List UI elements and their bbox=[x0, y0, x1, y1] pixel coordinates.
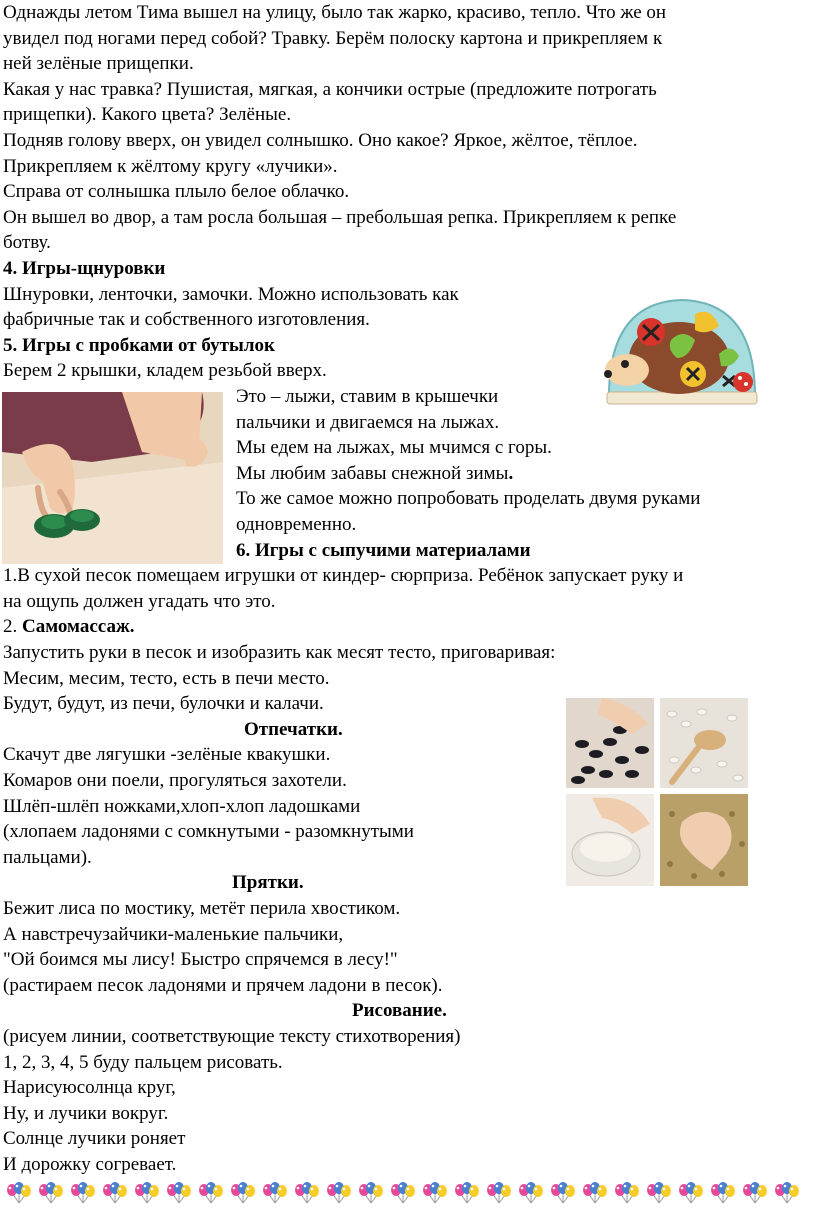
text-line: Справа от солнышка плыло белое облачко. bbox=[3, 181, 350, 202]
balloon-border-icon bbox=[260, 1181, 290, 1209]
balloon-border-icon bbox=[644, 1181, 674, 1209]
text-line bbox=[3, 614, 135, 640]
text-line: Какая у нас травка? Пушистая, мягкая, а кончики острые (предложите потрогать bbox=[3, 79, 657, 100]
text-line: Прикрепляем к жёлтому кругу «лучики». bbox=[3, 156, 338, 177]
section-title: Отпечатки. bbox=[244, 719, 343, 740]
section-heading: 5. Игры с пробками от бутылок bbox=[3, 335, 275, 356]
balloon-border-icon bbox=[484, 1181, 514, 1209]
text-line: Ну, и лучики вокруг. bbox=[3, 1103, 169, 1124]
text-span: . bbox=[508, 463, 514, 484]
text-line: Шлёп-шлёп ножками,хлоп-хлоп ладошками bbox=[3, 796, 361, 817]
text-line: Шнуровки, ленточки, замочки. Можно использовать как bbox=[3, 284, 459, 305]
text-line: на ощупь должен угадать что это. bbox=[3, 591, 276, 612]
balloon-border-icon bbox=[548, 1181, 578, 1209]
text-line: пальцами). bbox=[3, 847, 92, 868]
section-heading: 6. Игры с сыпучими материалами bbox=[236, 540, 531, 561]
balloon-border-icon bbox=[612, 1181, 642, 1209]
balloon-border-icon bbox=[708, 1181, 738, 1209]
balloon-border bbox=[0, 1181, 816, 1209]
text-line: Месим, месим, тесто, есть в печи место. bbox=[3, 668, 330, 689]
text-line: (растираем песок ладонями и прячем ладони в песок). bbox=[3, 975, 443, 996]
text-line: 1, 2, 3, 4, 5 буду пальцем рисовать. bbox=[3, 1052, 283, 1073]
text-line: ней зелёные прищепки. bbox=[3, 53, 194, 74]
text-line: Скачут две лягушки -зелёные квакушки. bbox=[3, 744, 331, 765]
text-line: Бежит лиса по мостику, метёт перила хвостиком. bbox=[3, 898, 401, 919]
text-line: увидел под ногами перед собой? Травку. Берём полоску картона и прикрепляем к bbox=[3, 28, 663, 49]
balloon-border-icon bbox=[228, 1181, 258, 1209]
balloon-border-icon bbox=[420, 1181, 450, 1209]
text-span: 2. bbox=[3, 616, 22, 637]
text-span: Мы любим забавы снежной зимы bbox=[236, 463, 509, 484]
balloon-border-icon bbox=[68, 1181, 98, 1209]
hedgehog-toy-photo bbox=[603, 292, 761, 408]
balloon-border-icon bbox=[516, 1181, 546, 1209]
text-line: "Ой боимся мы лису! Быстро спрячемся в лесу!" bbox=[3, 949, 398, 970]
text-line: Комаров они поели, прогуляться захотели. bbox=[3, 770, 347, 791]
text-line: То же самое можно попробовать проделать двумя руками bbox=[236, 488, 701, 509]
text-line: Подняв голову вверх, он увидел солнышко. Оно какое? Яркое, жёлтое, тёплое. bbox=[3, 130, 638, 151]
section-heading: 4. Игры-щнуровки bbox=[3, 258, 166, 279]
balloon-border-icon bbox=[388, 1181, 418, 1209]
text-line: Он вышел во двор, а там росла большая – пребольшая репка. Прикрепляем к репке bbox=[3, 207, 677, 228]
text-line: Запустить руки в песок и изобразить как месят тесто, приговаривая: bbox=[3, 642, 556, 663]
section-title: Прятки. bbox=[232, 872, 304, 893]
text-line: ботву. bbox=[3, 232, 51, 253]
balloon-border-icon bbox=[740, 1181, 770, 1209]
text-line: (хлопаем ладонями с сомкнутыми - разомкнутыми bbox=[3, 821, 414, 842]
balloon-border-icon bbox=[196, 1181, 226, 1209]
sensory-materials-photo bbox=[562, 694, 752, 890]
text-line: пальчики и двигаемся на лыжах. bbox=[236, 412, 500, 433]
balloon-border-icon bbox=[324, 1181, 354, 1209]
balloon-border-icon bbox=[36, 1181, 66, 1209]
balloon-border-icon bbox=[292, 1181, 322, 1209]
text-line: Однажды летом Тима вышел на улицу, было так жарко, красиво, тепло. Что же он bbox=[3, 2, 667, 23]
balloon-border-icon bbox=[452, 1181, 482, 1209]
balloon-border-icon bbox=[356, 1181, 386, 1209]
text-line: Будут, будут, из печи, булочки и калачи. bbox=[3, 693, 324, 714]
text-line: Мы едем на лыжах, мы мчимся с горы. bbox=[236, 437, 552, 458]
text-line: А навстречузайчики-маленькие пальчики, bbox=[3, 924, 344, 945]
balloon-border-icon bbox=[772, 1181, 802, 1209]
text-line: прищепки). Какого цвета? Зелёные. bbox=[3, 104, 292, 125]
text-line bbox=[236, 461, 513, 487]
text-line: 1.В сухой песок помещаем игрушки от киндер- сюрприза. Ребёнок запускает руку и bbox=[3, 565, 684, 586]
subheading: Самомассаж. bbox=[22, 616, 135, 637]
text-line: (рисуем линии, соответствующие тексту стихотворения) bbox=[3, 1026, 461, 1047]
balloon-border-icon bbox=[4, 1181, 34, 1209]
text-line: Это – лыжи, ставим в крышечки bbox=[236, 386, 499, 407]
section-title: Рисование. bbox=[352, 1000, 447, 1021]
text-line: Берем 2 крышки, кладем резьбой вверх. bbox=[3, 360, 327, 381]
balloon-border-icon bbox=[164, 1181, 194, 1209]
text-line: И дорожку согревает. bbox=[3, 1154, 177, 1175]
balloon-border-icon bbox=[580, 1181, 610, 1209]
text-line: фабричные так и собственного изготовления. bbox=[3, 309, 370, 330]
text-line: Нарисуюсолнца круг, bbox=[3, 1077, 176, 1098]
text-line: Солнце лучики роняет bbox=[3, 1128, 186, 1149]
balloon-border-icon bbox=[100, 1181, 130, 1209]
balloon-border-icon bbox=[132, 1181, 162, 1209]
hands-bottle-caps-photo bbox=[2, 392, 223, 564]
text-line: одновременно. bbox=[236, 514, 357, 535]
balloon-border-icon bbox=[676, 1181, 706, 1209]
